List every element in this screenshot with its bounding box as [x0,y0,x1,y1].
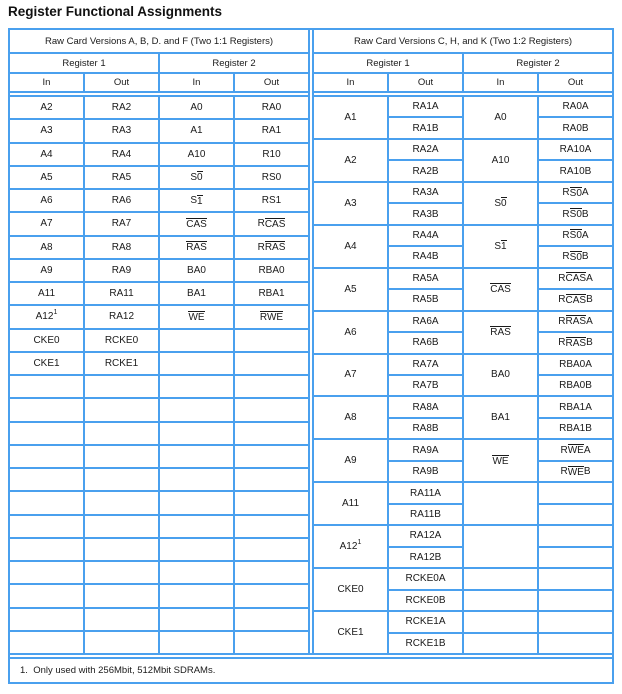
table-cell [539,591,612,610]
overline-text: 0 [501,198,507,210]
table-cell [10,516,83,537]
table-cell: RA6 [85,190,158,211]
table-cell [539,548,612,567]
table-cell: A0 [160,97,233,118]
table-cell: BA0 [160,260,233,281]
table-cell [464,634,537,653]
table-cell [160,609,233,630]
table-cell [10,376,83,397]
table-cell: RCKE0 [85,330,158,351]
overline-text: S0 [569,187,582,199]
right-col-header-out2: Out [539,74,612,91]
table-cell: A6 [10,190,83,211]
table-cell [85,423,158,444]
footnote-text: 1. Only used with 256Mbit, 512Mbit SDRAMs. [20,665,216,676]
table-cell: RA8A [389,397,462,416]
table-cell: RA4A [389,226,462,245]
table-cell [10,446,83,467]
table-cell: RA7 [85,213,158,234]
table-cell: A11 [314,483,387,524]
table-cell: A12 $^1$ [314,526,387,567]
table-cell: RCKE1 [85,353,158,374]
table-cell: S 1 [464,226,537,267]
table-cell: A8 [314,397,387,438]
left-col-header-out2: Out [235,74,308,91]
table-cell [160,446,233,467]
table-cell [539,612,612,631]
table-cell: R CAS B [539,290,612,309]
table-cell [160,423,233,444]
table-cell: CKE1 [10,353,83,374]
table-cell [160,492,233,513]
table-cell: RBA0A [539,355,612,374]
table-cell [85,562,158,583]
left-table-body [10,95,308,653]
right-inout-header-row [314,74,612,93]
table-cell: RA9 [85,260,158,281]
table-cell: RBA1B [539,419,612,438]
table-cell [10,562,83,583]
table-cell: RA5 [85,167,158,188]
overline-text: RAS [264,242,286,254]
table-cell: RS1 [235,190,308,211]
table-cell: A10 [160,144,233,165]
table-cell [85,609,158,630]
table-cell: RA10A [539,140,612,159]
table-cell [160,330,233,351]
overline-text: CAS [264,218,286,230]
table-main-area [10,30,612,655]
overline-text: 1 [501,241,507,253]
table-cell [464,440,537,481]
table-cell: CKE0 [10,330,83,351]
table-cell: A4 [10,144,83,165]
overline-text: WE [567,466,584,478]
table-cell: A4 [314,226,387,267]
table-cell [464,483,537,524]
table-cell: A6 [314,312,387,353]
table-cell [10,423,83,444]
table-cell [160,399,233,420]
table-cell: RA10B [539,161,612,180]
table-cell: RS0 [235,167,308,188]
table-cell: R S0 B [539,204,612,223]
table-cell [235,516,308,537]
overline-text: S0 [569,230,582,242]
table-cell: RA2 [85,97,158,118]
left-register1-header: Register 1 [10,54,158,72]
table-cell: RA9A [389,440,462,459]
table-cell: RA12 [85,306,158,327]
table-cell: A10 [464,140,537,181]
left-inout-header-row [10,74,308,93]
table-cell: A11 [10,283,83,304]
table-cell [464,569,537,588]
table-cell: RA0 [235,97,308,118]
table-cell: RA7B [389,376,462,395]
table-cell [539,569,612,588]
register-assignments-table [8,28,614,684]
left-col-header-in1: In [10,74,83,91]
left-col-header-in2: In [160,74,233,91]
table-cell [235,562,308,583]
footnote-row [10,657,612,682]
table-cell: RA1 [235,120,308,141]
table-cell: A2 [314,140,387,181]
table-cell: A12 $^1$ [10,306,83,327]
table-cell: RA9B [389,462,462,481]
right-register1-header: Register 1 [314,54,462,72]
table-cell [235,353,308,374]
overline-text: CAS [565,273,587,285]
table-cell: RA4 [85,144,158,165]
table-cell [160,213,233,234]
table-cell [160,237,233,258]
table-cell: A1 [160,120,233,141]
table-cell: A5 [314,269,387,310]
table-cell [85,446,158,467]
right-table-body [314,95,612,653]
table-cell [235,469,308,490]
table-cell: RA1A [389,97,462,116]
table-cell: RA1B [389,118,462,137]
table-cell: RBA0 [235,260,308,281]
table-cell [235,609,308,630]
table-cell [160,539,233,560]
overline-text: RAS [186,242,207,254]
table-cell: RA0B [539,118,612,137]
table-cell [10,585,83,606]
table-cell: R WE A [539,440,612,459]
table-cell [464,312,537,353]
table-cell: R CAS A [539,269,612,288]
overline-text: WE [492,455,509,467]
table-cell: RA7A [389,355,462,374]
table-cell [85,539,158,560]
table-cell: RBA1 [235,283,308,304]
table-cell: RA11A [389,483,462,502]
table-cell: A8 [10,237,83,258]
table-cell: RA2B [389,161,462,180]
table-cell: R S0 A [539,226,612,245]
table-cell: BA1 [160,283,233,304]
table-cell [160,469,233,490]
table-cell [539,634,612,653]
table-cell [235,423,308,444]
table-cell [85,399,158,420]
left-table-caption: Raw Card Versions A, B, D. and F (Two 1:1 Registers) [10,30,308,54]
table-cell: RA8B [389,419,462,438]
table-cell: CKE1 [314,612,387,653]
right-col-header-in2: In [464,74,537,91]
table-cell: S 1 [160,190,233,211]
table-cell: RA2A [389,140,462,159]
overline-text: 1 [197,195,203,207]
overline-text: RAS [565,316,587,328]
table-cell: RA0A [539,97,612,116]
overline-text: RWE [259,311,284,323]
table-cell: RA11 [85,283,158,304]
table-cell: CKE0 [314,569,387,610]
table-cell [539,526,612,545]
table-cell: R S0 B [539,247,612,266]
table-cell [235,330,308,351]
table-cell [235,376,308,397]
table-cell [235,539,308,560]
table-cell [85,632,158,653]
table-cell: RBA1A [539,397,612,416]
table-cell: R CAS [235,213,308,234]
table-cell [10,492,83,513]
left-table [10,30,308,653]
table-cell: RA8 [85,237,158,258]
table-cell [160,353,233,374]
table-cell: RA5A [389,269,462,288]
table-cell: A2 [10,97,83,118]
table-cell: RCKE1B [389,634,462,653]
table-cell: RCKE0B [389,591,462,610]
left-register2-header: Register 2 [160,54,308,72]
overline-text: RAS [490,327,511,339]
table-cell [160,562,233,583]
table-cell [10,469,83,490]
right-register-header-row [314,54,612,74]
table-cell: S 0 [464,183,537,224]
table-cell [464,612,537,631]
table-cell: R WE B [539,462,612,481]
right-register2-header: Register 2 [464,54,612,72]
right-table [314,30,612,653]
table-cell: A1 [314,97,387,138]
overline-text: 0 [197,172,203,184]
table-cell: R S0 A [539,183,612,202]
table-cell: S 0 [160,167,233,188]
table-cell: RA3B [389,204,462,223]
table-cell: A0 [464,97,537,138]
table-cell [235,446,308,467]
table-cell [85,492,158,513]
overline-text: WE [188,311,205,323]
table-cell: RA12A [389,526,462,545]
table-cell: RA11B [389,505,462,524]
table-cell [10,609,83,630]
table-cell: R10 [235,144,308,165]
table-cell [160,516,233,537]
left-register-header-row [10,54,308,74]
table-cell: A9 [314,440,387,481]
table-cell: RA3A [389,183,462,202]
right-col-header-out1: Out [389,74,462,91]
overline-text: CAS [186,218,207,230]
table-cell [10,632,83,653]
table-cell [235,399,308,420]
table-cell: RCKE0A [389,569,462,588]
table-cell [539,483,612,502]
table-cell: A3 [314,183,387,224]
table-cell [464,591,537,610]
table-cell [235,492,308,513]
table-cell [160,632,233,653]
table-cell [235,585,308,606]
table-cell [85,585,158,606]
table-cell [85,469,158,490]
table-cell [10,539,83,560]
table-cell: RA4B [389,247,462,266]
table-cell [235,306,308,327]
table-cell [464,269,537,310]
table-cell: A9 [10,260,83,281]
table-cell [235,632,308,653]
table-cell: BA0 [464,355,537,396]
table-cell [85,516,158,537]
left-col-header-out1: Out [85,74,158,91]
table-cell: BA1 [464,397,537,438]
table-cell: A7 [10,213,83,234]
table-cell: RA6B [389,333,462,352]
overline-text: S0 [569,251,582,263]
table-cell: A5 [10,167,83,188]
right-table-caption: Raw Card Versions C, H, and K (Two 1:2 Registers) [314,30,612,54]
table-cell: RCKE1A [389,612,462,631]
table-cell [160,585,233,606]
table-cell: R RAS A [539,312,612,331]
table-cell [160,376,233,397]
page-title: Register Functional Assignments [8,4,223,19]
overline-text: RAS [565,337,587,349]
overline-text: CAS [490,284,511,296]
table-cell [85,376,158,397]
table-cell: R RAS B [539,333,612,352]
table-cell: A3 [10,120,83,141]
table-cell: RA6A [389,312,462,331]
table-cell [539,505,612,524]
table-cell: RBA0B [539,376,612,395]
table-cell: R RAS [235,237,308,258]
table-cell [10,399,83,420]
table-cell [160,306,233,327]
table-cell: RA12B [389,548,462,567]
table-cell: RA3 [85,120,158,141]
overline-text: CAS [565,294,587,306]
overline-text: WE [567,445,584,457]
table-cell: RA5B [389,290,462,309]
table-cell [464,526,537,567]
table-cell: A7 [314,355,387,396]
overline-text: S0 [569,209,582,221]
right-col-header-in1: In [314,74,387,91]
